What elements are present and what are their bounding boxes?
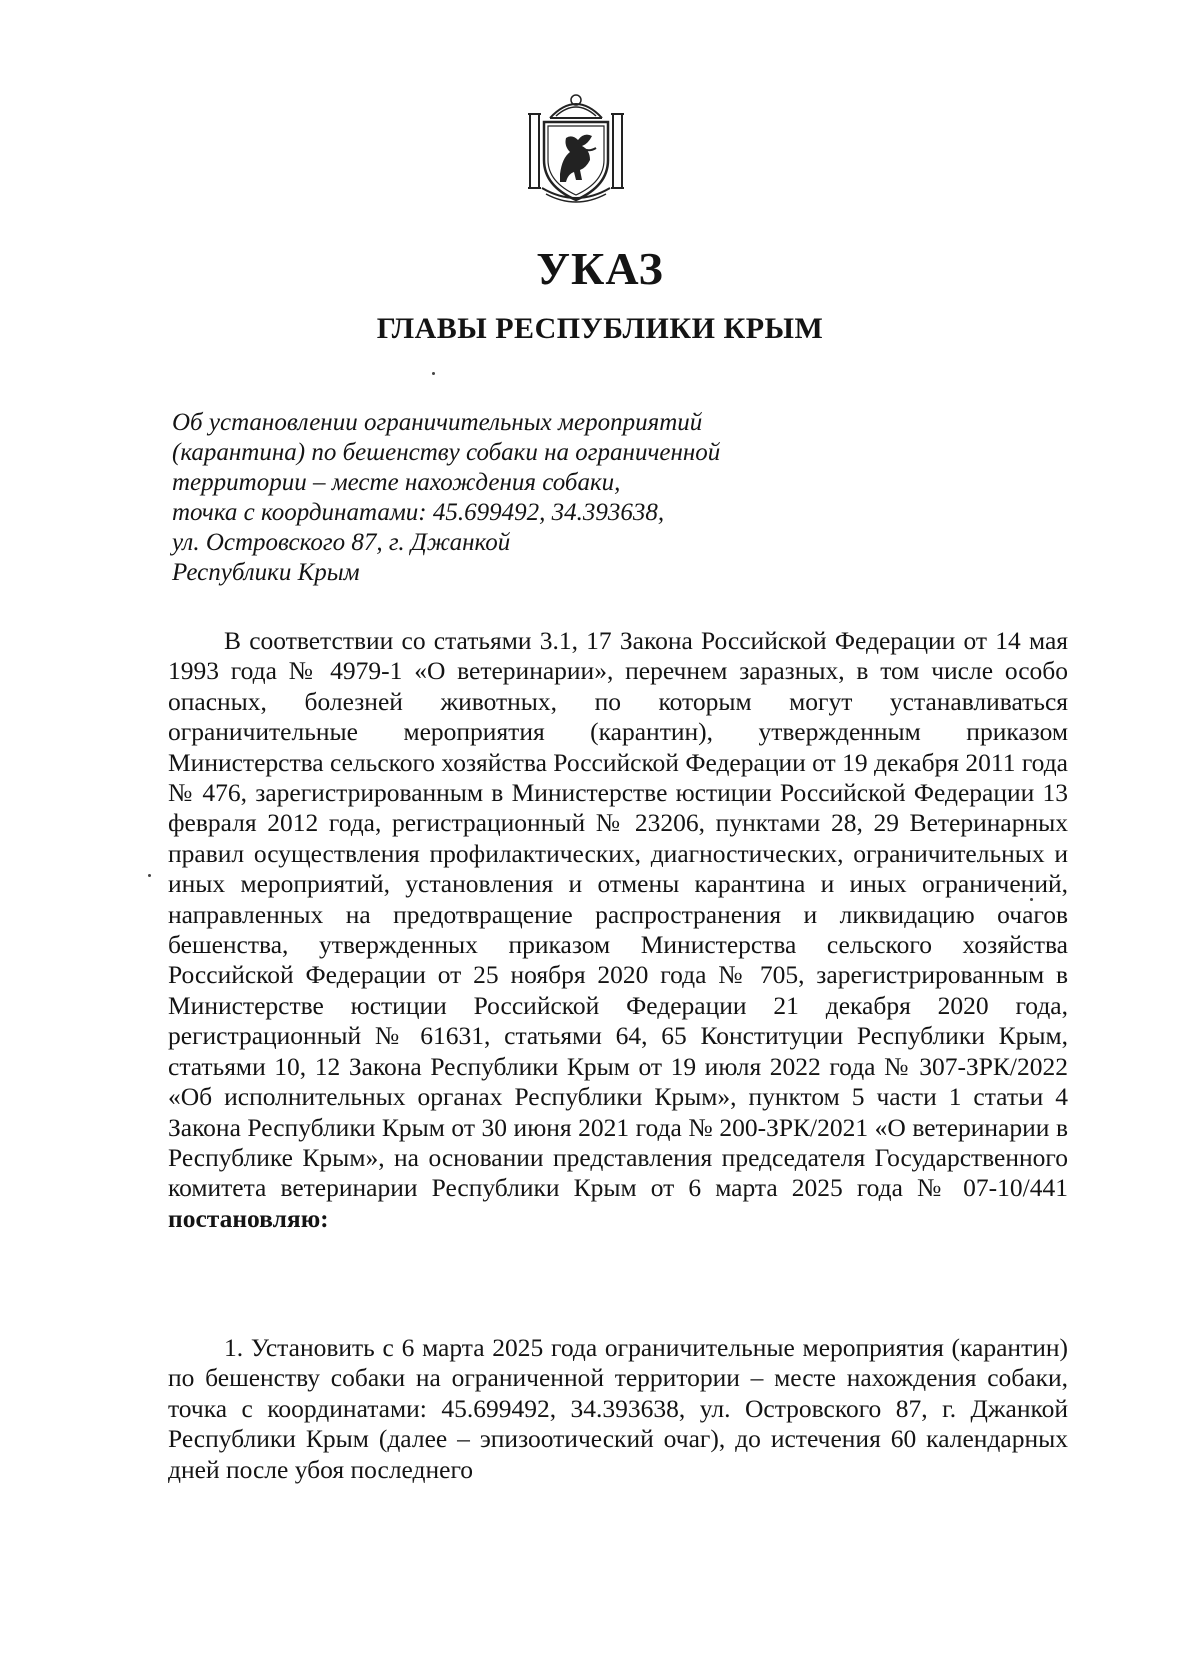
subject-line: (карантина) по бешенству собаки на ограниченной	[172, 439, 721, 466]
crimea-coat-of-arms-icon	[520, 88, 632, 208]
document-subtitle: ГЛАВЫ РЕСПУБЛИКИ КРЫМ	[376, 312, 824, 345]
subject-line: территории – месте нахождения собаки,	[172, 469, 621, 496]
clause-1-paragraph: 1. Установить с 6 марта 2025 года ограничительные мероприятия (карантин) по бешенству собаки на ограниченной территории – месте нахождения собаки, точка с координатами: 45.699492, 34.393638, ул. Островского 87, г. Джанкой Республики Крым (далее – эпизоотический очаг), до истечения 60 календарных дней после убоя последнего	[168, 1333, 1068, 1484]
decree-word: постановляю:	[168, 1203, 329, 1233]
scan-speck	[148, 874, 151, 877]
scan-speck	[432, 372, 435, 375]
subject-line: Республики Крым	[172, 559, 360, 586]
subject-line: ул. Островского 87, г. Джанкой	[172, 529, 511, 556]
document-title: УКАЗ	[536, 243, 664, 294]
preamble-paragraph	[168, 626, 1068, 1234]
subject-line: Об установлении ограничительных мероприятий	[172, 409, 703, 436]
decree-subject	[172, 408, 812, 588]
subject-line: точка с координатами: 45.699492, 34.393638,	[172, 499, 665, 526]
preamble-text: В соответствии со статьями 3.1, 17 Закона Российской Федерации от 14 мая 1993 года № 4979-1 «О ветеринарии», перечнем заразных, в том числе особо опасных, болезней животных, по которым могут устанавливаться ограничительные мероприятия (карантин), утвержденным приказом Министерства сельского хозяйства Российской Федерации от 19 декабря 2011 года № 476, зарегистрированным в Министерстве юстиции Российской Федерации 13 февраля 2012 года, регистрационный № 23206, пунктами 28, 29 Ветеринарных правил осуществления профилактических, диагностических, ограничительных и иных мероприятий, установления и отмены карантина и иных ограничений, направленных на предотвращение распространения и ликвидацию очагов бешенства, утвержденных приказом Министерства сельского хозяйства Российской Федерации от 25 ноября 2020 года № 705, зарегистрированным в Министерстве юстиции Российской Федерации 21 декабря 2020 года, регистрационный № 61631, статьями 64, 65 Конституции Республики Крым, статьями 10, 12 Закона Республики Крым от 19 июля 2022 года № 307-ЗРК/2022 «Об исполнительных органах Республики Крым», пунктом 5 части 1 статьи 4 Закона Республики Крым от 30 июня 2021 года № 200-ЗРК/2021 «О ветеринарии в Республике Крым», на основании представления председателя Государственного комитета ветеринарии Республики Крым от 6 марта 2025 года № 07-10/441	[168, 626, 1068, 1203]
